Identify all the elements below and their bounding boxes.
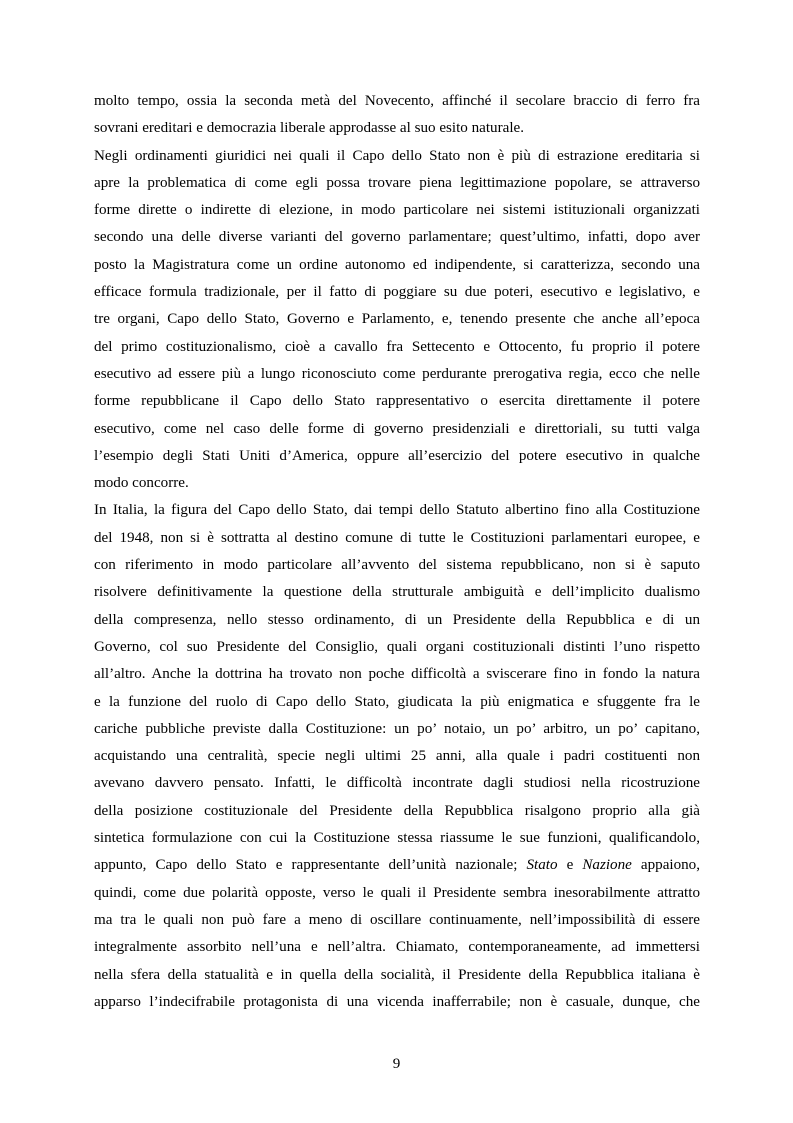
- page-number: 9: [392, 1056, 401, 1072]
- text-line: secondo una delle diverse varianti del governo parlamentare; quest’ultimo, infatti, dopo aver: [94, 229, 700, 246]
- text-line: all’altro. Anche la dottrina ha trovato non poche difficoltà a sviscerare fino in fondo la natura: [94, 666, 700, 683]
- text-run: appunto, Capo dello Stato e rappresentante dell’unità nazionale;: [94, 857, 527, 874]
- text-line: della posizione costituzionale del Presidente della Repubblica risalgono proprio alla già: [94, 802, 700, 819]
- text-line: quindi, come due polarità opposte, verso le quali il Presidente sembra inesorabilmente attratto: [94, 884, 700, 901]
- text-line: tre organi, Capo dello Stato, Governo e Parlamento, e, tenendo presente che anche all’epoca: [94, 311, 700, 328]
- text-line: forme repubblicane il Capo dello Stato rappresentativo o esercita direttamente il potere: [94, 393, 700, 410]
- text-line: nella sfera della statualità e in quella della socialità, il Presidente della Repubblica italiana è: [94, 966, 700, 983]
- page-body: [94, 88, 700, 1016]
- text-line: forme dirette o indirette di elezione, in modo particolare nei sistemi istituzionali organizzati: [94, 202, 700, 219]
- text-run: appaiono,: [631, 857, 700, 874]
- text-line: sintetica formulazione con cui la Costituzione stessa riassume le sue funzioni, qualificandolo,: [94, 830, 700, 847]
- text-run: e: [557, 857, 583, 874]
- text-line: acquistando una centralità, specie negli ultimi 25 anni, alla quale i padri costituenti non: [94, 748, 700, 765]
- text-line: molto tempo, ossia la seconda metà del Novecento, affinché il secolare braccio di ferro fra: [94, 93, 700, 109]
- text-line: avevano davvero pensato. Infatti, le difficoltà incontrate dagli studiosi nella ricostruzione: [94, 775, 700, 792]
- text-line: sovrani ereditari e democrazia liberale approdasse al suo esito naturale.: [94, 120, 524, 137]
- italic-term-nazione: Nazione: [582, 857, 632, 874]
- text-line: esecutivo, come nel caso delle forme di governo presidenziali e direttoriali, su tutti valga: [94, 420, 700, 437]
- text-line: Governo, col suo Presidente del Consiglio, quali organi costituzionali distinti l’uno rispetto: [94, 638, 700, 655]
- italic-term-stato: Stato: [526, 857, 558, 874]
- text-line: posto la Magistratura come un ordine autonomo ed indipendente, si caratterizza, secondo una: [94, 256, 700, 273]
- text-line: del primo costituzionalismo, cioè a cavallo fra Settecento e Ottocento, fu proprio il potere: [94, 338, 700, 355]
- text-line: con riferimento in modo particolare all’avvento del sistema repubblicano, non si è saputo: [94, 557, 700, 574]
- text-line: integralmente assorbito nell’una e nell’altra. Chiamato, contemporaneamente, ad immettersi: [94, 939, 700, 956]
- text-line: della compresenza, nello stesso ordinamento, di un Presidente della Repubblica e di un: [94, 611, 700, 628]
- text-line: e la funzione del ruolo di Capo dello Stato, giudicata la più enigmatica e sfuggente fra le: [94, 693, 700, 710]
- text-line-with-italics: [94, 852, 700, 879]
- text-line: cariche pubbliche previste dalla Costituzione: un po’ notaio, un po’ arbitro, un po’ capitano,: [94, 720, 700, 737]
- text-line: risolvere definitivamente la questione della strutturale ambiguità e dell’implicito dualismo: [94, 584, 700, 601]
- text-line: Negli ordinamenti giuridici nei quali il Capo dello Stato non è più di estrazione ereditaria si: [94, 147, 700, 164]
- text-line: In Italia, la figura del Capo dello Stato, dai tempi dello Statuto albertino fino alla Costituzione: [94, 502, 700, 519]
- text-line: esecutivo ad essere più a lungo riconosciuto come perdurante prerogativa regia, ecco che nelle: [94, 365, 700, 382]
- text-line: l’esempio degli Stati Uniti d’America, oppure all’esercizio del potere esecutivo in qualche: [94, 447, 700, 464]
- text-line: modo concorre.: [94, 475, 189, 492]
- text-line: efficace formula tradizionale, per il fatto di poggiare su due poteri, esecutivo e legislativo, e: [94, 284, 700, 301]
- text-line: ma tra le quali non può fare a meno di oscillare continuamente, nell’impossibilità di essere: [94, 911, 700, 928]
- text-line: del 1948, non si è sottratta al destino comune di tutte le Costituzioni parlamentari europee, e: [94, 529, 700, 546]
- text-line: apparso l’indecifrabile protagonista di una vicenda inafferrabile; non è casuale, dunque, che: [94, 993, 700, 1010]
- text-line: apre la problematica di come egli possa trovare piena legittimazione popolare, se attraverso: [94, 174, 700, 191]
